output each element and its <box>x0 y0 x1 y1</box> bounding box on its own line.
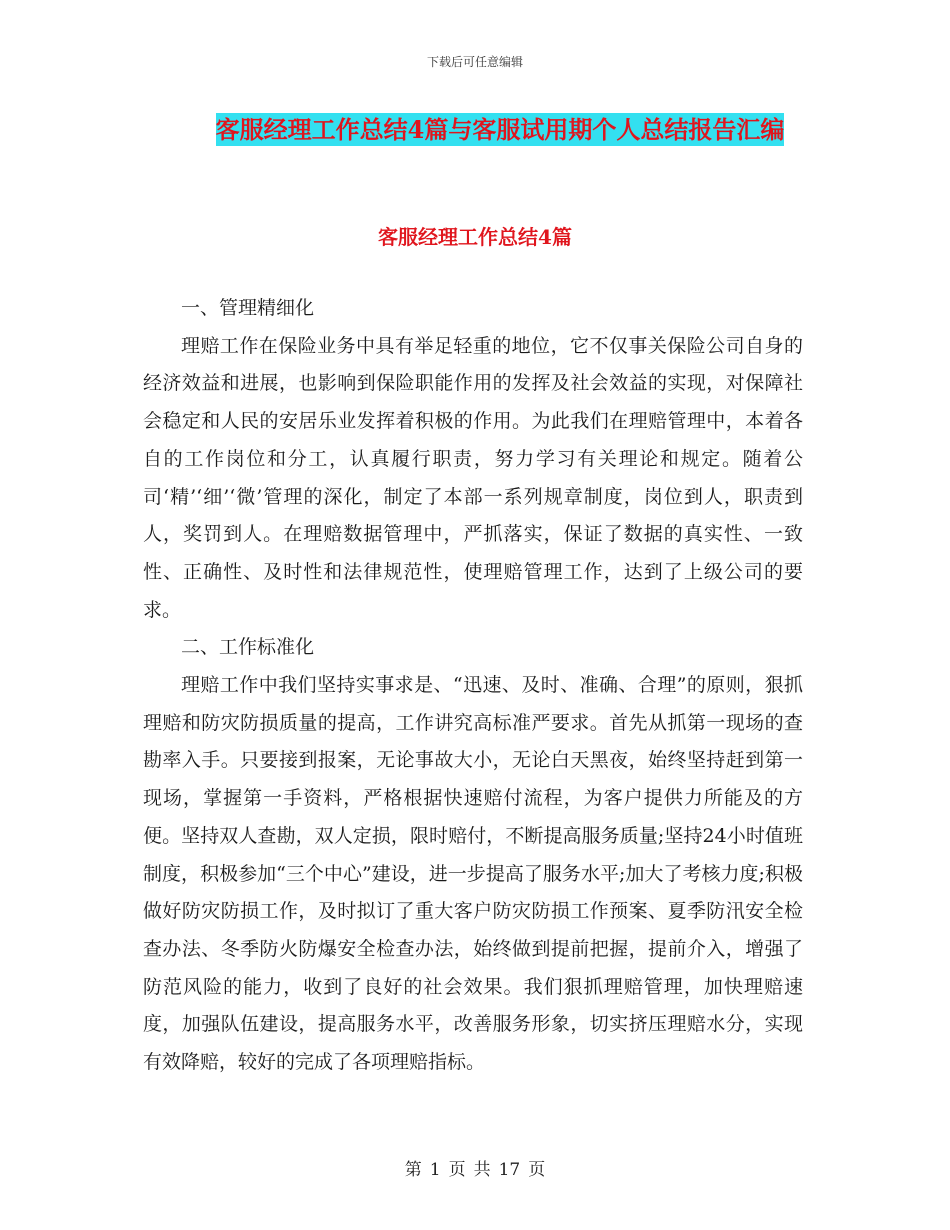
page-label-mid: 页 <box>448 1160 466 1180</box>
header-note: 下载后可任意编辑 <box>426 55 523 69</box>
page-total: 17 <box>498 1160 521 1180</box>
section-title: 客服经理工作总结4篇 <box>378 225 572 249</box>
paragraph-heading-2: 二、工作标准化 <box>181 636 315 659</box>
page-label-suffix: 页 <box>528 1160 546 1180</box>
page-current: 1 <box>429 1160 441 1180</box>
paragraph-1: 理赔工作在保险业务中具有举足轻重的地位，它不仅事关保险公司自身的经济效益和进展，也影响到保险职能作用的发挥及社会效益的实现，对保障社会稳定和人民的安居乐业发挥着积极的作用。为此我们在理赔管理中，本着各自的工作岗位和分工，认真履行职责，努力学习有关理论和规定。随着公司‘精’‘细’‘微’管理的深化，制定了本部一系列规章制度，岗位到人，职责到人，奖罚到人。在理赔数据管理中，严抓落实，保证了数据的真实性、一致性、正确性、及时性和法律规范性，使理赔管理工作，达到了上级公司的要求。 <box>143 334 803 621</box>
paragraph-heading-1: 一、管理精细化 <box>181 297 315 319</box>
document-title <box>190 108 810 152</box>
paragraph-2: 理赔工作中我们坚持实事求是、“迅速、及时、准确、合理”的原则，狠抓理赔和防灾防损质量的提高，工作讲究高标准严要求。首先从抓第一现场的查勘率入手。只要接到报案，无论事故大小，无论白天黑夜，始终坚持赶到第一现场，掌握第一手资料，严格根据快速赔付流程，为客户提供力所能及的方便。坚持双人查勘，双人定损，限时赔付，不断提高服务质量;坚持24小时值班制度，积极参加“三个中心”建设，进一步提高了服务水平;加大了考核力度;积极做好防灾防损工作，及时拟订了重大客户防灾防损工作预案、夏季防汛安全检查办法、冬季防火防爆安全检查办法，始终做到提前把握，提前介入，增强了防范风险的能力，收到了良好的社会效果。我们狠抓理赔管理，加快理赔速度，加强队伍建设，提高服务水平，改善服务形象，切实挤压理赔水分，实现有效降赔，较好的完成了各项理赔指标。 <box>143 674 803 1074</box>
document-title-text: 客服经理工作总结4篇与客服试用期个人总结报告汇编 <box>215 115 785 144</box>
page-label-prefix: 第 <box>404 1160 422 1180</box>
page-footer <box>0 1155 950 1180</box>
page-label-total-prefix: 共 <box>473 1160 491 1180</box>
document-body <box>143 290 803 1082</box>
